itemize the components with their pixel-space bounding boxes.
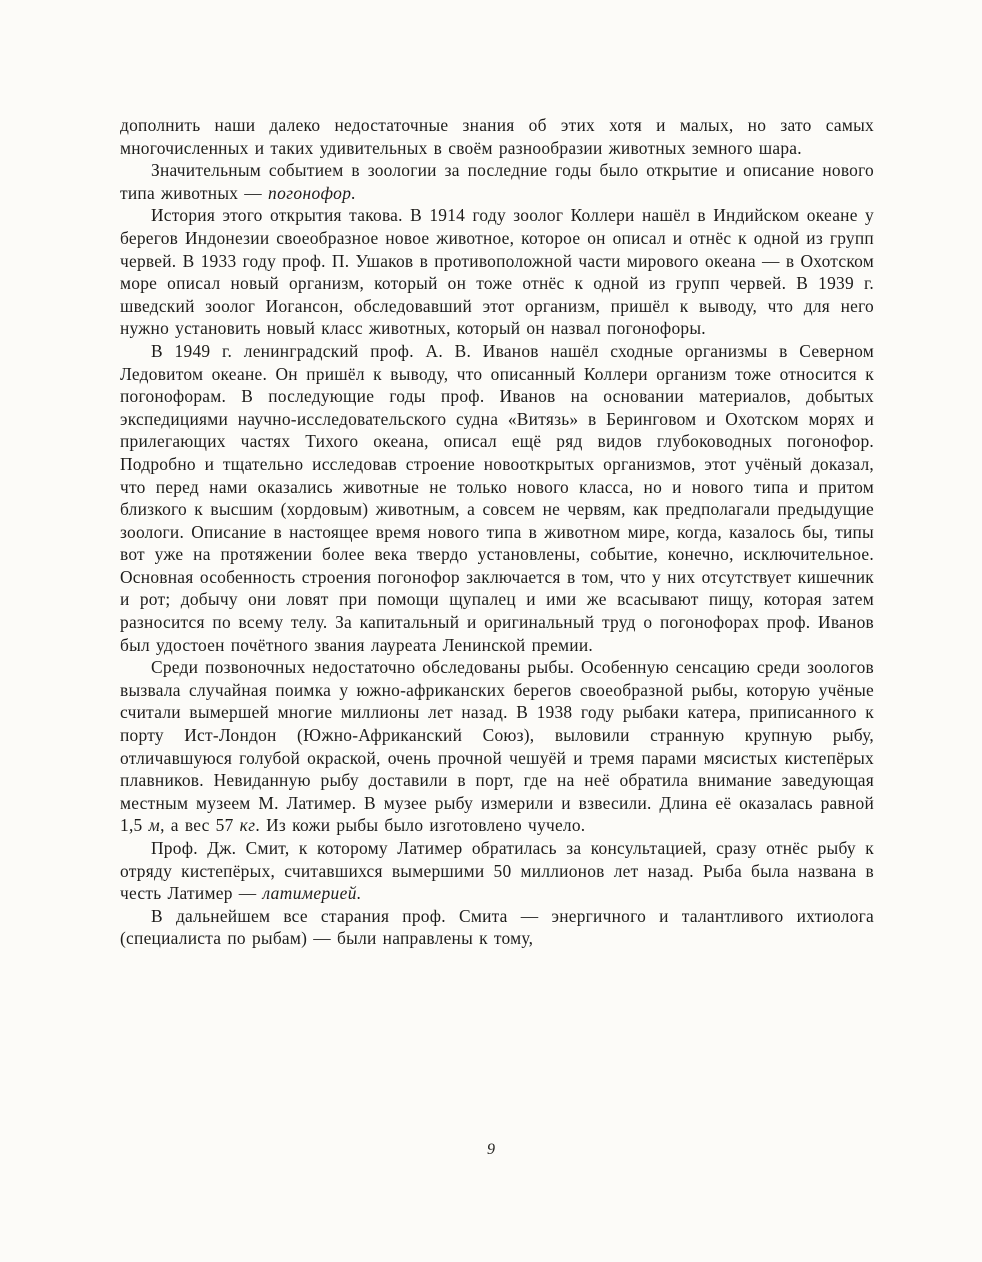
italic-text-run: м bbox=[148, 815, 161, 836]
paragraph bbox=[120, 159, 874, 204]
text-run: Значительным событием в зоологии за последние годы было открытие и описание нового типа животных — bbox=[120, 160, 874, 203]
text-run: В 1949 г. ленинградский проф. А. В. Иванов нашёл сходные организмы в Северном Ледовитом океане. Он пришёл к выводу, что описанный Коллери организм тоже относится к погонофорам. В последующие годы проф. Иванов на основании материалов, добытых экспедициями научно-исследовательского судна «Витязь» в Беринговом и Охотском морях и прилегающих частях Тихого океана, описал ещё ряд видов глубоководных погонофор. Подробно и тщательно исследовав строение новооткрытых организмов, этот учёный доказал, что перед нами оказались животные не только нового класса, но и нового типа и притом близкого к высшим (хордовым) животным, а совсем не червям, как предполагали предыдущие зоологи. Описание в настоящее время нового типа в животном мире, когда, казалось бы, типы вот уже на протяжении более века твердо установлены, событие, конечно, исключительное. Основная особенность строения погонофор заключается в том, что у них отсутствует кишечник и рот; добычу они ловят при помощи щупалец и ими же всасывают пищу, которая затем разносится по всему телу. За капитальный и оригинальный труд о погонофорах проф. Иванов был удостоен почётного звания лауреата Ленинской премии. bbox=[120, 340, 874, 655]
text-run: История этого открытия такова. В 1914 году зоолог Коллери нашёл в Индийском океане у берегов Индонезии своеобразное новое животное, которое он описал и отнёс к одной из групп червей. В 1933 году проф. П. Ушаков в противоположной части мирового океана — в Охотском море описал новый организм, который он тоже отнёс к одной из групп червей. В 1939 г. шведский зоолог Иогансон, обследовавший этот организм, пришёл к выводу, что для него нужно установить новый класс животных, который он назвал погонофоры. bbox=[120, 205, 874, 339]
italic-text-run: кг bbox=[239, 815, 256, 836]
text-run: . Из кожи рыбы было изготовлено чучело. bbox=[255, 815, 586, 836]
paragraph bbox=[120, 204, 874, 340]
italic-text-run: погонофор. bbox=[268, 182, 357, 203]
text-run: Среди позвоночных недостаточно обследованы рыбы. Особенную сенсацию среди зоологов вызвала случайная поимка у южно-африканских берегов своеобразной рыбы, которую учёные считали вымершей многие миллионы лет назад. В 1938 году рыбаки катера, приписанного к порту Ист-Лондон (Южно-Африканский Союз), выловили странную крупную рыбу, отличавшуюся голубой окраской, очень прочной чешуёй и тремя парами мясистых кистепёрых плавников. Невиданную рыбу доставили в порт, где на неё обратила внимание заведующая местным музеем М. Латимер. В музее рыбу измерили и взвесили. Длина её оказалась равной 1,5 bbox=[120, 657, 874, 836]
text-run: , а вес 57 bbox=[160, 815, 240, 836]
paragraph bbox=[120, 905, 874, 950]
text-run: дополнить наши далеко недостаточные знания об этих хотя и малых, но зато самых многочисленных и таких удивительных в своём разнообразии животных земного шара. bbox=[120, 115, 874, 158]
text-block bbox=[120, 114, 874, 950]
text-run: В дальнейшем все старания проф. Смита — энергичного и талантливого ихтиолога (специалиста по рыбам) — были направлены к тому, bbox=[120, 905, 874, 949]
text-run: Проф. Дж. Смит, к которому Латимер обратилась за консультацией, сразу отнёс рыбу к отряду кистепёрых, считавшихся вымершими 50 миллионов лет назад. Рыба была названа в честь Латимер — bbox=[120, 838, 874, 904]
italic-text-run: латимерией. bbox=[262, 883, 362, 904]
paragraph bbox=[120, 340, 874, 656]
paragraph bbox=[120, 837, 874, 905]
paragraph bbox=[120, 114, 874, 159]
page-number: 9 bbox=[487, 1141, 495, 1158]
paragraph bbox=[120, 656, 874, 837]
